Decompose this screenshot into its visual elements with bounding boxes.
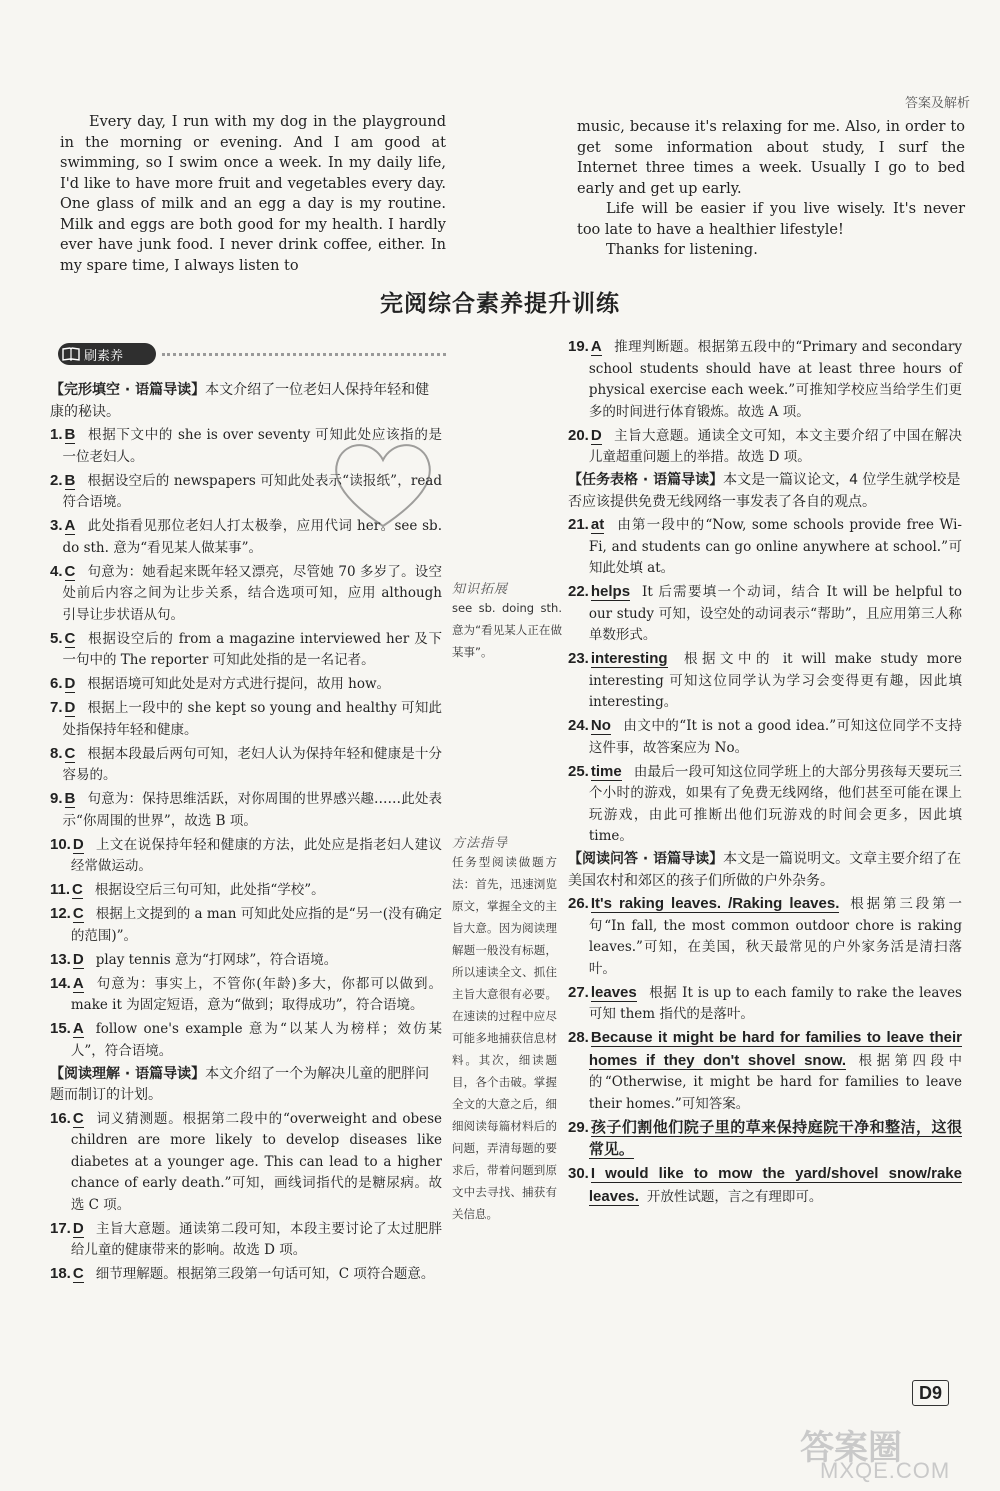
answer-item — [50, 1263, 442, 1286]
answer-item — [568, 425, 962, 469]
answer-key: A — [590, 338, 602, 355]
answer-body — [589, 1163, 962, 1208]
section-intro-task-table: 【任务表格 · 语篇导读】本文是一篇议论文，4 位学生就学校是否应该提供免费无线网络一事发表了各自的观点。 — [568, 472, 961, 510]
answer-item — [568, 715, 962, 759]
answer-body — [589, 982, 962, 1026]
answer-body — [589, 893, 962, 980]
answer-body — [63, 561, 442, 627]
answer-explanation: 根据设空后的 newspapers 可知此处表示“读报纸”，read 符合语境。 — [62, 472, 442, 510]
answer-key: D — [72, 950, 84, 968]
answer-explanation: 根据上文提到的 a man 可知此处应指的是“另一(没有确定的范围)”。 — [70, 906, 442, 944]
answer-explanation: 主旨大意题。通读全文可知，本文主要介绍了中国在解决儿童超重问题上的举措。故选 D 项。 — [588, 427, 962, 465]
essay-paragraph: Every day, I run with my dog in the playground in the morning or evening. And I am good at swimming, so I swim once a week. In my daily life, I'd like to have more fruit and vegetables every day. One glass of milk and an egg a day is my routine. Milk and eggs are both good for my health. I hardly ever have junk food. I never drink coffee, either. In my spare time, I always listen to — [60, 114, 446, 274]
question-number: 15. — [50, 1020, 71, 1037]
answer-key: B — [64, 471, 76, 489]
answer-body — [71, 973, 442, 1017]
banner-divider — [162, 353, 446, 356]
answer-item — [50, 879, 442, 902]
answer-item — [568, 514, 962, 580]
question-number: 10. — [50, 835, 71, 853]
answer-key: D — [64, 675, 76, 692]
question-number: 25. — [568, 762, 589, 780]
section-title: 完阅综合素养提升训练 — [380, 291, 620, 317]
question-number: 7. — [50, 699, 63, 716]
answer-key: C — [72, 1265, 84, 1282]
answer-key: D — [72, 1219, 84, 1237]
answer-key: time — [590, 762, 622, 780]
question-number: 24. — [568, 717, 589, 734]
question-number: 8. — [50, 744, 63, 762]
question-number: 27. — [568, 983, 589, 1001]
answer-item — [50, 788, 442, 832]
tip-title: 知识拓展 — [452, 582, 509, 597]
answer-body — [589, 715, 962, 759]
watermark-url: MXQE.COM — [820, 1458, 951, 1483]
answer-key: It's raking leaves. /Raking leaves. — [590, 895, 840, 912]
answer-item — [50, 1108, 442, 1217]
answer-body — [71, 1263, 442, 1286]
question-number: 4. — [50, 562, 63, 580]
answer-key: D — [590, 426, 602, 444]
answer-body — [589, 425, 962, 469]
question-number: 18. — [50, 1265, 71, 1282]
answer-key: C — [64, 629, 76, 647]
question-number: 26. — [568, 895, 589, 912]
banner-pill — [58, 343, 156, 365]
answer-key: C — [64, 562, 76, 580]
answer-body — [71, 1108, 442, 1217]
answer-key: D — [72, 835, 84, 853]
answer-explanation: 根据第三段第一句“In fall, the most common outdoor chore is raking leaves.”可知，在美国，秋天最常见的户外家务活是清扫落叶。 — [588, 896, 963, 977]
answer-explanation: play tennis 意为“打网球”，符合语境。 — [95, 951, 338, 968]
answer-explanation: 细节理解题。根据第三段第一句话可知，C 项符合题意。 — [95, 1266, 435, 1282]
answer-key: leaves — [590, 983, 637, 1001]
essay-paragraph: Thanks for listening. — [606, 242, 758, 258]
banner-label: 刷素养 — [84, 348, 124, 364]
page-number: D9 — [912, 1380, 949, 1406]
answer-explanation: 根据第四段中的“Otherwise, it might be hard for families to leave their homes.”可知答案。 — [588, 1052, 962, 1112]
question-number: 22. — [568, 583, 589, 600]
answer-explanation: 根据上一段中的 she kept so young and healthy 可知此处指保持年轻和健康。 — [62, 700, 442, 738]
answer-item — [568, 982, 962, 1026]
answer-explanation: 由文中的“It is not a good idea.”可知这位同学不支持这件事，故答案应为 No。 — [588, 718, 962, 756]
book-icon — [58, 343, 84, 365]
answer-key: C — [64, 744, 76, 762]
question-number: 13. — [50, 950, 71, 968]
answer-explanation: 上文在说保持年轻和健康的方法，此处应是指老妇人建议经常做运动。 — [70, 836, 442, 874]
answer-key: I would like to mow the yard/shovel snow/rake leaves. — [588, 1165, 962, 1205]
answer-item — [568, 1163, 962, 1208]
tip-body: see sb. doing sth. 意为“看见某人正在做某事”。 — [452, 601, 562, 659]
answer-explanation: 由第一段中的“Now, some schools provide free Wi-Fi, and students can go online anywhere at school.”可知此处填 at。 — [588, 517, 962, 576]
question-number: 12. — [50, 905, 71, 922]
tip-method-guide — [452, 832, 557, 1225]
answer-key: B — [64, 790, 76, 807]
answer-item — [50, 834, 442, 878]
answer-key: Because it might be hard for families to leave their homes if they don't shovel snow. — [588, 1029, 962, 1069]
answer-body — [71, 1018, 442, 1062]
answer-item — [50, 697, 442, 741]
answer-key: A — [72, 974, 84, 992]
answer-item — [50, 1218, 442, 1262]
answer-item — [568, 581, 962, 647]
answer-body — [71, 949, 442, 972]
answer-explanation: 句意为：保持思维活跃，对你周围的世界感兴趣……此处表示“你周围的世界”，故选 B 项。 — [62, 791, 442, 829]
answer-key: interesting — [590, 650, 668, 667]
question-number: 16. — [50, 1109, 71, 1127]
question-number: 1. — [50, 426, 63, 443]
answer-body — [71, 834, 442, 878]
section-intro-cloze: 【完形填空 · 语篇导读】本文介绍了一位老妇人保持年轻和健康的秘诀。 — [50, 382, 430, 420]
answer-body — [63, 697, 442, 741]
heart-stamp-icon — [328, 438, 438, 530]
answer-body — [63, 743, 442, 787]
answer-item — [568, 1027, 962, 1115]
tip-knowledge-extension — [452, 578, 562, 663]
answer-key: 孩子们割他们院子里的草来保持庭院干净和整洁，这很常见。 — [588, 1118, 962, 1158]
answer-explanation: 开放性试题，言之有理即可。 — [646, 1188, 823, 1205]
answer-item — [50, 973, 442, 1017]
question-number: 29. — [568, 1118, 589, 1136]
question-number: 3. — [50, 517, 63, 534]
answer-item — [50, 743, 442, 787]
question-number: 17. — [50, 1219, 71, 1237]
answer-body — [589, 336, 962, 423]
answer-explanation: 句意为：她看起来既年轻又漂亮，尽管她 70 多岁了。设空处前后内容之间为让步关系，结合选项可知，应用 although 引导让步状语从句。 — [62, 563, 442, 623]
question-number: 14. — [50, 974, 71, 992]
answer-body — [589, 761, 962, 848]
answer-explanation: 词义猜测题。根据第二段中的“overweight and obese children are more likely to develop diseases like diabetes at a younger age. This can lead to a higher chance of early death.”可知，画线词指代的是糖尿病。故选 C 项。 — [70, 1110, 442, 1213]
answer-explanation: 根据文中的 it will make study more interesting 可知这位同学认为学习会变得更有趣，因此填 interesting。 — [588, 651, 962, 710]
answer-key: at — [590, 516, 605, 533]
answer-explanation: 由最后一段可知这位同学班上的大部分男孩每天要玩三个小时的游戏，如果有了免费无线网络，他们甚至可能在课上玩游戏，由此可推断出他们玩游戏的时间会更多，因此填 time。 — [588, 763, 962, 844]
answer-key: A — [64, 517, 76, 534]
answers-right-column — [568, 336, 962, 1210]
question-number: 28. — [568, 1029, 589, 1046]
answer-body — [63, 673, 442, 696]
answer-key: C — [72, 905, 84, 922]
question-number: 9. — [50, 790, 63, 807]
section-intro-qa: 【阅读问答 · 语篇导读】本文是一篇说明文。文章主要介绍了在美国农村和郊区的孩子们所做的户外杂务。 — [568, 851, 962, 889]
answer-body — [63, 788, 442, 832]
answer-explanation: 主旨大意题。通读第二段可知，本段主要讨论了太过肥胖给儿童的健康带来的影响。故选 D 项。 — [70, 1220, 442, 1258]
answer-key: No — [590, 717, 611, 734]
answer-body — [71, 903, 442, 947]
section-banner — [58, 343, 448, 367]
question-number: 19. — [568, 338, 589, 355]
answer-key: helps — [590, 583, 631, 600]
header-tag: 答案及解析 — [904, 96, 970, 111]
answer-body — [589, 514, 962, 580]
watermark-logo: 答案圈 — [800, 1428, 902, 1468]
question-number: 5. — [50, 629, 63, 647]
question-number: 6. — [50, 675, 63, 692]
section-intro-reading: 【阅读理解 · 语篇导读】本文介绍了一个为解决儿童的肥胖问题而制订的计划。 — [50, 1065, 430, 1103]
answer-key: C — [72, 881, 83, 898]
essay-paragraph: music, because it's relaxing for me. Also, in order to get some information about study, I surf the Internet three times a week. Usually I go to bed early and get up early. — [577, 119, 965, 197]
answer-item — [50, 628, 442, 672]
answer-explanation: 根据设空后的 from a magazine interviewed her 及下一句中的 The reporter 可知此处指的是一名记者。 — [62, 630, 442, 668]
answer-item — [50, 903, 442, 947]
answer-explanation: 此处指看见那位老妇人打太极拳，应用代词 her。see sb. do sth. 意为“看见某人做某事”。 — [62, 518, 442, 556]
question-number: 23. — [568, 650, 589, 667]
essay-right — [577, 117, 965, 261]
answer-key: B — [64, 426, 76, 443]
question-number: 20. — [568, 426, 589, 444]
answer-key: C — [72, 1109, 84, 1127]
answer-explanation: 根据设空后三句可知，此处指“学校”。 — [94, 882, 325, 898]
question-number: 11. — [50, 881, 71, 898]
answer-explanation: 根据下文中的 she is over seventy 可知此处应该指的是一位老妇人。 — [62, 427, 442, 465]
essay-paragraph: Life will be easier if you live wisely. It's never too late to have a healthier lifestyle! — [577, 201, 965, 238]
answer-body — [589, 1027, 962, 1115]
tip-title: 方法指导 — [452, 836, 509, 851]
answer-item — [568, 893, 962, 980]
answer-explanation: It 后需要填一个动词，结合 It will be helpful to our study 可知，设空处的动词表示“帮助”，且应用第三人称单数形式。 — [588, 584, 962, 643]
question-number: 21. — [568, 516, 589, 533]
answer-item — [568, 336, 962, 423]
answer-body — [71, 1218, 442, 1262]
answer-item — [568, 761, 962, 848]
answer-item — [50, 673, 442, 696]
answer-body — [70, 879, 442, 902]
answer-body — [589, 1117, 962, 1162]
answer-key: D — [64, 699, 76, 716]
answer-item — [50, 1018, 442, 1062]
answer-key: A — [72, 1020, 84, 1037]
answer-body — [589, 581, 962, 647]
question-number: 30. — [568, 1165, 589, 1182]
answer-item — [568, 648, 962, 714]
tip-body: 任务型阅读做题方法：首先，迅速浏览原文，掌握全文的主旨大意。因为阅读理解题一般没有标题，所以速读全文、抓住主旨大意很有必要。在速读的过程中应尽可能多地捕获信息材料。其次，细读题目，各个击破。掌握全文的大意之后，细细阅读每篇材料后的问题，弄清每题的要求后，带着问题到原文中去寻找、捕获有关信息。 — [452, 855, 557, 1221]
answer-item — [568, 1117, 962, 1162]
answer-explanation: 根据语境可知此处是对方式进行提问，故用 how。 — [87, 676, 391, 692]
question-number: 2. — [50, 471, 63, 489]
answer-body — [63, 628, 442, 672]
answer-explanation: 句意为：事实上，不管你(年龄)多大，你都可以做到。make it 为固定短语，意为“做到；取得成功”，符合语境。 — [70, 975, 442, 1013]
answer-explanation: 推理判断题。根据第五段中的“Primary and secondary school students should have at least three hours of physical exercise each week.”可推知学校应当给学生们更多的时间进行体育锻炼。故选 A 项。 — [588, 339, 962, 420]
answer-item — [50, 561, 442, 627]
essay-left — [60, 112, 446, 276]
answer-explanation: follow one's example 意为“以某人为榜样；效仿某人”，符合语境。 — [70, 1021, 442, 1059]
answer-explanation: 根据本段最后两句可知，老妇人认为保持年轻和健康是十分容易的。 — [62, 745, 442, 783]
answer-body — [589, 648, 962, 714]
answer-explanation: 根据 It is up to each family to rake the leaves 可知 them 指代的是落叶。 — [588, 984, 962, 1022]
answer-item — [50, 949, 442, 972]
